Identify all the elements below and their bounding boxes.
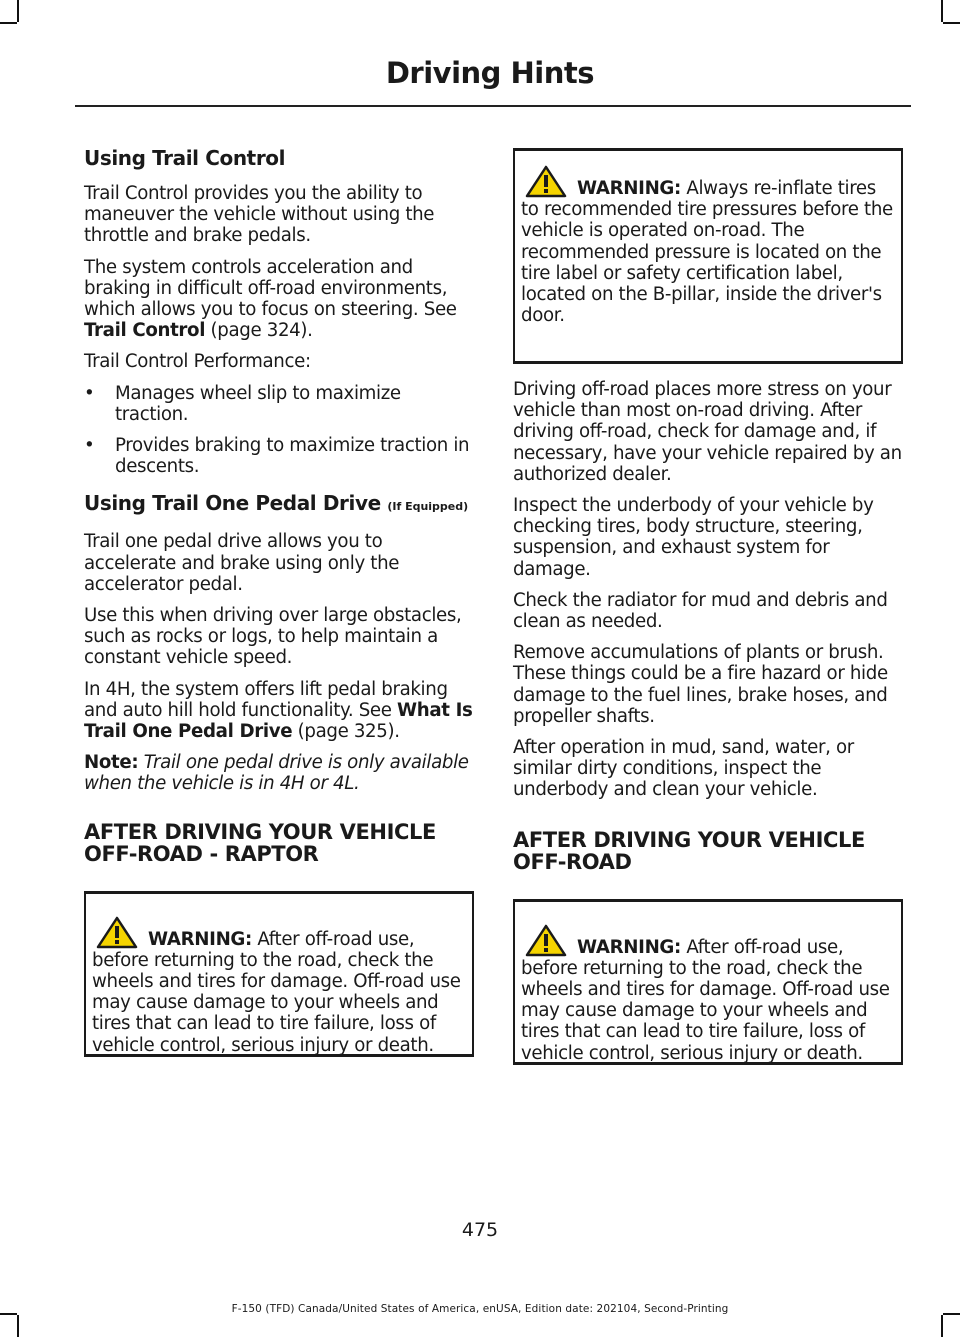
trail-control-heading: Using Trail Control: [84, 146, 286, 170]
warning-box: [513, 899, 903, 1065]
paragraph: Inspect the underbody of your vehicle by checking tires, body structure, steering, suspension, and exhaust system for damage.: [513, 495, 874, 580]
warning-text: [521, 165, 895, 326]
paragraph: Trail Control Performance:: [84, 351, 311, 373]
warning-text: [92, 916, 466, 1056]
crop-mark: [17, 1315, 19, 1337]
one-pedal-heading: [84, 491, 474, 519]
crop-mark: [0, 22, 17, 24]
performance-list: [84, 383, 474, 478]
note-text: Trail one pedal drive is only available when the vehicle is in 4H or 4L.: [84, 752, 469, 795]
paragraph: Driving off-road places more stress on your vehicle than most on-road driving. After driving off-road, check for damage and, if necessary, have your vehicle repaired by an authorized dealer.: [513, 379, 902, 485]
if-equipped-label: (If Equipped): [387, 500, 469, 514]
page-number: 475: [461, 1219, 499, 1241]
warning-label: WARNING:: [577, 936, 681, 958]
warning-triangle-icon: [525, 165, 567, 198]
left-column: [84, 140, 474, 1057]
footer-edition-info: F-150 (TFD) Canada/United States of America, enUSA, Edition date: 202104, Second-Printing: [231, 1303, 729, 1315]
page-header-title: Driving Hints: [385, 56, 594, 90]
paragraph-text: The system controls acceleration and braking in difficult off-road environments, which allows you to focus on steering. See: [84, 256, 457, 321]
warning-box: [513, 148, 903, 364]
page-reference: (page 324).: [205, 320, 313, 342]
crop-mark: [17, 0, 19, 22]
warning-label: WARNING:: [577, 178, 681, 199]
paragraph: Use this when driving over large obstacles, such as rocks or logs, to help maintain a constant vehicle speed.: [84, 605, 462, 669]
warning-triangle-icon: [96, 916, 138, 949]
header-rule: [75, 105, 911, 107]
warning-body: After off-road use, before returning to the road, check the wheels and tires for damage. Off-road use may cause damage to your wheels and tires that can lead to tire failure, loss of vehicle control, serious injury or death.: [92, 928, 461, 1056]
note: [84, 752, 474, 794]
trail-control-link[interactable]: Trail Control: [84, 320, 206, 342]
crop-mark: [941, 0, 943, 22]
crop-mark: [943, 22, 960, 24]
paragraph: Trail Control provides you the ability to maneuver the vehicle without using the throttle and brake pedals.: [84, 183, 435, 247]
paragraph: Remove accumulations of plants or brush. These things could be a fire hazard or hide damage to the fuel lines, brake hoses, and propeller shafts.: [513, 642, 888, 727]
one-pedal-heading-text: Using Trail One Pedal Drive: [84, 491, 381, 516]
warning-body: After off-road use, before returning to the road, check the wheels and tires for damage. Off-road use may cause damage to your wheels and tires that can lead to tire failure, loss of vehicle control, serious injury or death.: [521, 936, 890, 1064]
paragraph-text: In 4H, the system offers lift pedal braking and auto hill hold functionality. See: [84, 678, 448, 721]
note-label: Note:: [84, 752, 139, 774]
warning-text: [521, 924, 895, 1064]
warning-label: WARNING:: [148, 928, 252, 950]
after-driving-heading: AFTER DRIVING YOUR VEHICLE OFF-ROAD: [513, 827, 865, 874]
warning-box: [84, 891, 474, 1057]
paragraph: [84, 679, 474, 743]
crop-mark: [941, 1315, 943, 1337]
paragraph: After operation in mud, sand, water, or similar dirty conditions, inspect the underbody and clean your vehicle.: [513, 737, 854, 801]
paragraph: [84, 257, 474, 342]
what-is-trail-one-pedal-link[interactable]: What Is Trail One Pedal Drive: [84, 699, 473, 743]
page-reference: (page 325).: [292, 721, 400, 743]
paragraph: Check the radiator for mud and debris and clean as needed.: [513, 589, 888, 633]
paragraph: Trail one pedal drive allows you to accelerate and brake using only the accelerator pedal.: [84, 531, 400, 595]
list-item: • Manages wheel slip to maximize traction.: [84, 383, 474, 425]
warning-triangle-icon: [525, 924, 567, 957]
warning-body: Always re-inflate tires to recommended tire pressures before the vehicle is operated on-road. The recommended pressure is located on the tire label or safety certification label, located on the B-pillar, inside the driver's door.: [521, 178, 893, 327]
list-item: • Provides braking to maximize traction in descents.: [84, 435, 474, 477]
after-driving-raptor-heading: AFTER DRIVING YOUR VEHICLE OFF-ROAD - RAPTOR: [84, 819, 436, 866]
right-column: [513, 148, 903, 1065]
